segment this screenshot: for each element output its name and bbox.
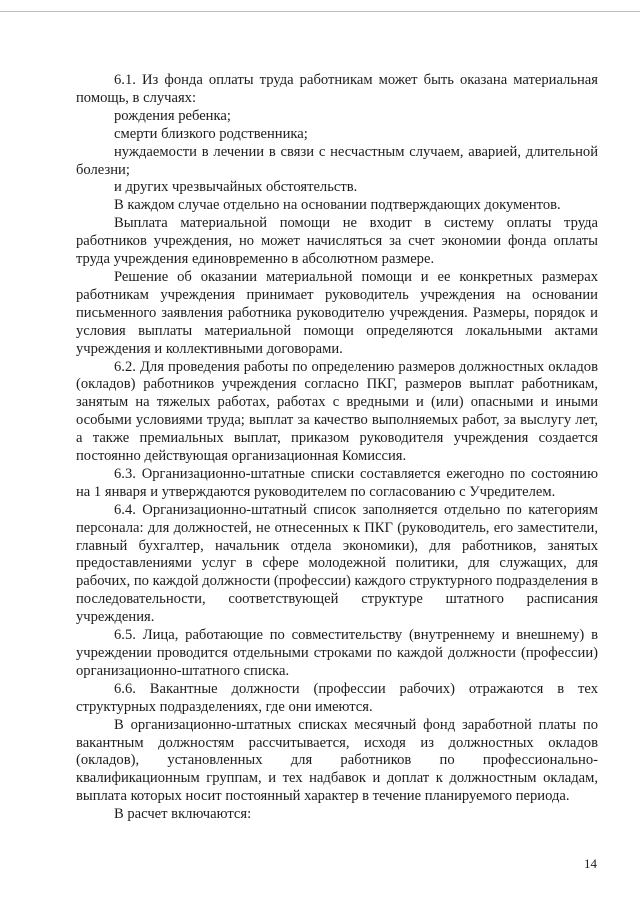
document-body [76, 72, 598, 824]
paragraph: смерти близкого родственника; [114, 125, 308, 142]
paragraph: 6.2. Для проведения работы по определению размеров должностных окладов (окладов) работников учреждения согласно ПКГ, размеров выплат работникам, занятым на тяжелых работах, работах с вредными и (или) опасными и иными особыми условиями труда; выплат за качество выполняемых работ, за выслугу лет, а также премиальных выплат, приказом руководителя учреждения создается постоянно действующая организационная Комиссия. [76, 358, 598, 465]
paragraph: и других чрезвычайных обстоятельств. [114, 179, 358, 196]
paragraph: 6.3. Организационно-штатные списки составляется ежегодно по состоянию на 1 января и утверждаются руководителем по согласованию с Учредителем. [76, 465, 598, 500]
paragraph: В каждом случае отдельно на основании подтверждающих документов. [114, 197, 561, 214]
paragraph: В расчет включаются: [114, 806, 252, 823]
paragraph: 6.1. Из фонда оплаты труда работникам может быть оказана материальная помощь, в случаях: [76, 72, 598, 106]
paragraph: 6.4. Организационно-штатный список заполняется отдельно по категориям персонала: для должностей, не отнесенных к ПКГ (руководитель, его заместители, главный бухгалтер, начальник отдела экономики), для работников, занятых предоставлениями услуг в сфере молодежной политики, для служащих, для рабочих, по каждой должности (профессии) каждого структурного подразделения в последовательности, соответствующей структуре штатного расписания учреждения. [76, 501, 598, 626]
page-number: 14 [584, 856, 597, 871]
paragraph: 6.6. Вакантные должности (профессии рабочих) отражаются в тех структурных подразделениях, где они имеются. [76, 680, 598, 715]
paragraph: Выплата материальной помощи не входит в систему оплаты труда работников учреждения, но может начисляться за счет экономии фонда оплаты труда учреждения единовременно в абсолютном размере. [76, 215, 598, 268]
paragraph: В организационно-штатных списках месячный фонд заработной платы по вакантным должностям рассчитывается, исходя из должностных окладов (окладов), установленных для работников по профессионально-квалификационным группам, и тех надбавок и доплат к должностным окладам, выплата которых носит постоянный характер в течение планируемого периода. [76, 716, 598, 805]
paragraph: рождения ребенка; [114, 107, 231, 124]
paragraph: Решение об оказании материальной помощи и ее конкретных размерах работникам учреждения принимает руководитель учреждения на основании письменного заявления работника руководителю учреждения. Размеры, порядок и условия выплаты материальной помощи определяются локальными актами учреждения и коллективными договорами. [76, 268, 598, 357]
scan-top-edge [0, 11, 640, 12]
paragraph: нуждаемости в лечении в связи с несчастным случаем, аварией, длительной болезни; [76, 143, 598, 178]
paragraph: 6.5. Лица, работающие по совместительству (внутреннему и внешнему) в учреждении проводится отдельными строками по каждой должности (профессии) организационно-штатного списка. [76, 627, 598, 679]
